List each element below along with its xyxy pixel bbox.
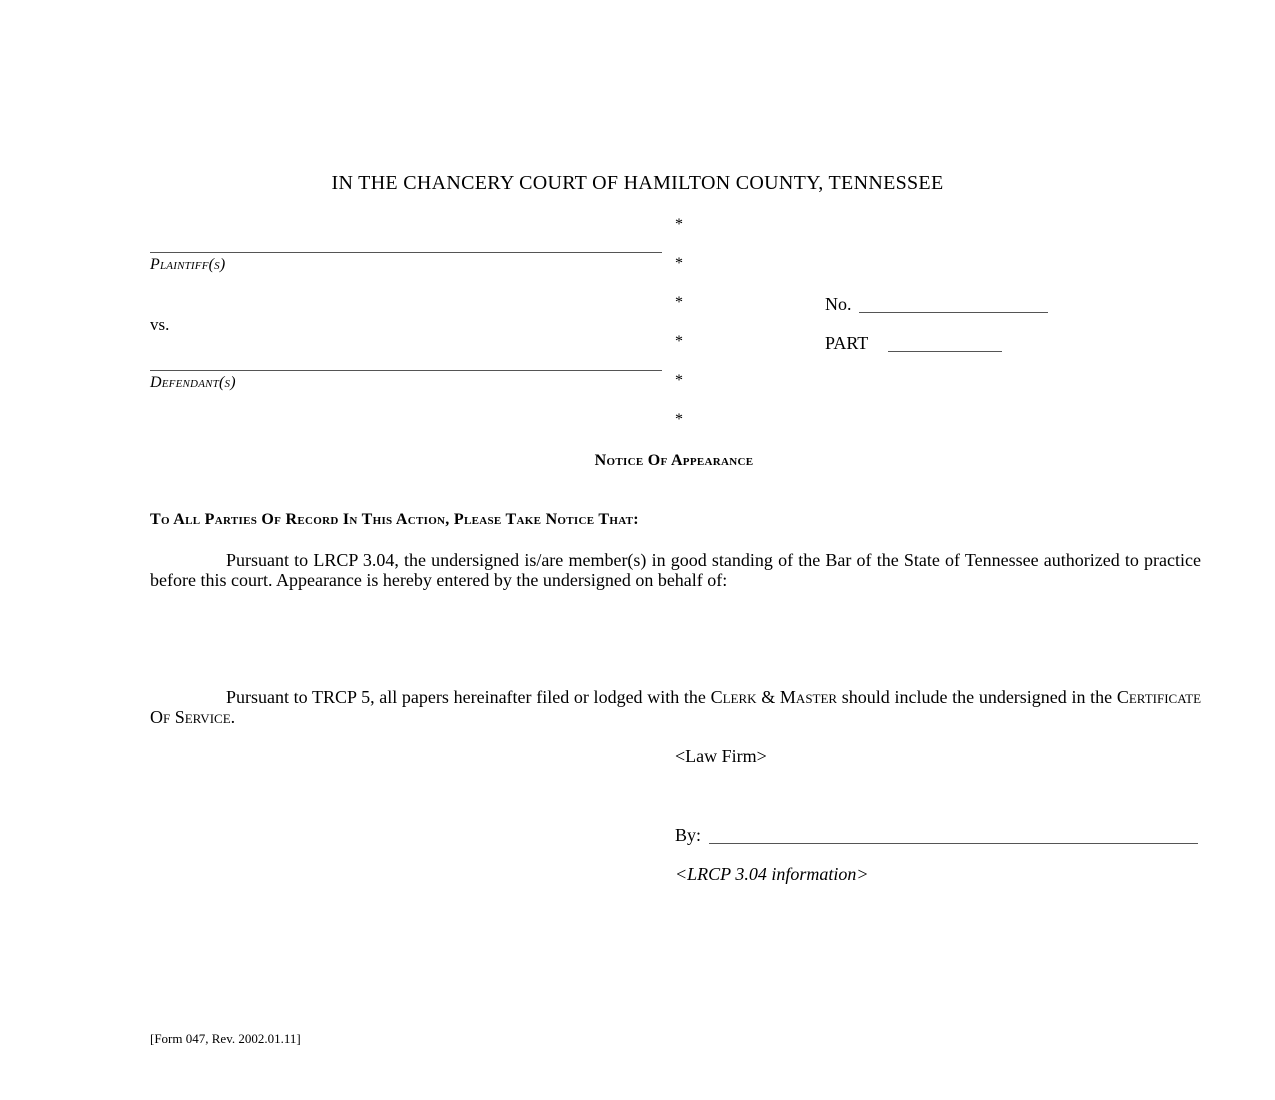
paragraph-service (150, 688, 1201, 727)
caption-separator: * (675, 294, 683, 311)
clerk-and-master: Clerk & Master (710, 687, 838, 707)
paragraph-representation: Pursuant to LRCP 3.04, the undersigned is/are member(s) in good standing of the Bar of the State of Tennessee authorized to practice before this court. Appearance is hereby entered by the undersigned on behalf of: (150, 550, 1201, 590)
defendant-label: Defendant(s) (150, 374, 236, 391)
case-number-label: No. (825, 294, 852, 314)
court-title: IN THE CHANCERY COURT OF HAMILTON COUNTY, TENNESSEE (331, 172, 944, 194)
defendant-signature-line[interactable] (150, 370, 662, 371)
part-field[interactable] (888, 351, 1002, 352)
paragraph-service-text-a: Pursuant to TRCP 5, all papers hereinafter filed or lodged with the (226, 687, 706, 707)
caption-separator: * (675, 372, 683, 389)
plaintiff-signature-line[interactable] (150, 252, 662, 253)
part-label: PART (825, 333, 869, 353)
by-label: By: (675, 825, 702, 845)
parties-heading: To All Parties Of Record In This Action, Please Take Notice That: (150, 511, 639, 528)
law-firm-placeholder: <Law Firm> (675, 746, 767, 766)
case-number-field[interactable] (859, 312, 1048, 313)
notice-title: Notice Of Appearance (594, 452, 754, 469)
versus-label: vs. (150, 315, 170, 334)
attorney-signature-line[interactable] (709, 843, 1198, 844)
caption-separator: * (675, 216, 683, 233)
lrcp-info-placeholder: <LRCP 3.04 information> (675, 864, 869, 884)
caption-separator: * (675, 411, 683, 428)
paragraph-service-end: . (230, 706, 236, 727)
plaintiff-label: Plaintiff(s) (150, 256, 226, 273)
certificate-of-service: Certificate Of Service (150, 687, 1202, 727)
caption-separator: * (675, 255, 683, 272)
paragraph-service-text-b: should include the undersigned in the (841, 687, 1113, 707)
form-footer: [Form 047, Rev. 2002.01.11] (150, 1031, 301, 1046)
caption-separator: * (675, 333, 683, 350)
